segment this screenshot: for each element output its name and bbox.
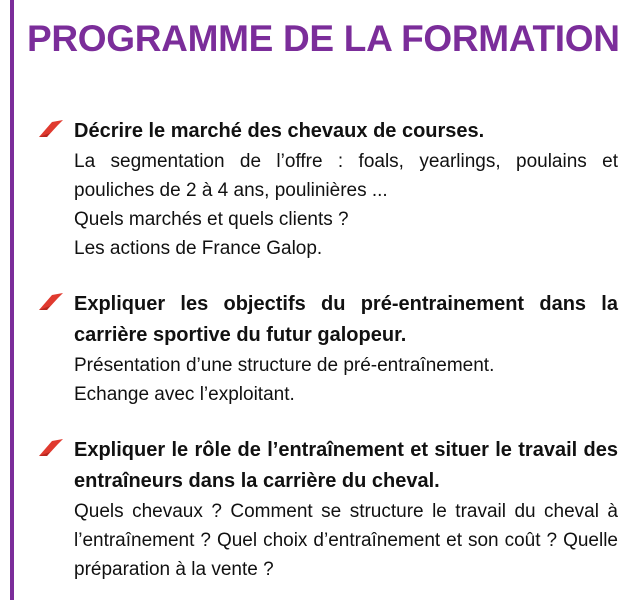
section-text: Echange avec l’exploitant. — [74, 384, 295, 405]
program-section-3 — [38, 435, 618, 584]
section-text: La segmentation de l’offre : foals, yearlings, poulains et pouliches de 2 à 4 ans, poulinières ... — [74, 151, 618, 201]
program-sections — [38, 116, 618, 584]
section-text: Quels chevaux ? Comment se structure le travail du cheval à l’entraînement ? Quel choix d’entraînement et son coût ? Quelle préparation à la vente ? — [74, 501, 618, 580]
program-section-2 — [38, 289, 618, 409]
red-arrow-bullet-icon — [38, 120, 64, 138]
section-text: Les actions de France Galop. — [74, 238, 323, 259]
section-heading: Expliquer les objectifs du pré-entrainement dans la carrière sportive du futur galopeur. — [74, 293, 618, 346]
section-text: Quels marchés et quels clients ? — [74, 209, 349, 230]
section-text: Présentation d’une structure de pré-entraînement. — [74, 355, 495, 376]
red-arrow-bullet-icon — [38, 439, 64, 457]
left-accent-bar — [10, 0, 14, 600]
page-title: PROGRAMME DE LA FORMATION — [27, 18, 620, 59]
section-heading: Expliquer le rôle de l’entraînement et situer le travail des entraîneurs dans la carrière du cheval. — [74, 439, 618, 492]
program-section-1 — [38, 116, 618, 263]
red-arrow-bullet-icon — [38, 293, 64, 311]
section-heading: Décrire le marché des chevaux de courses. — [74, 120, 485, 142]
